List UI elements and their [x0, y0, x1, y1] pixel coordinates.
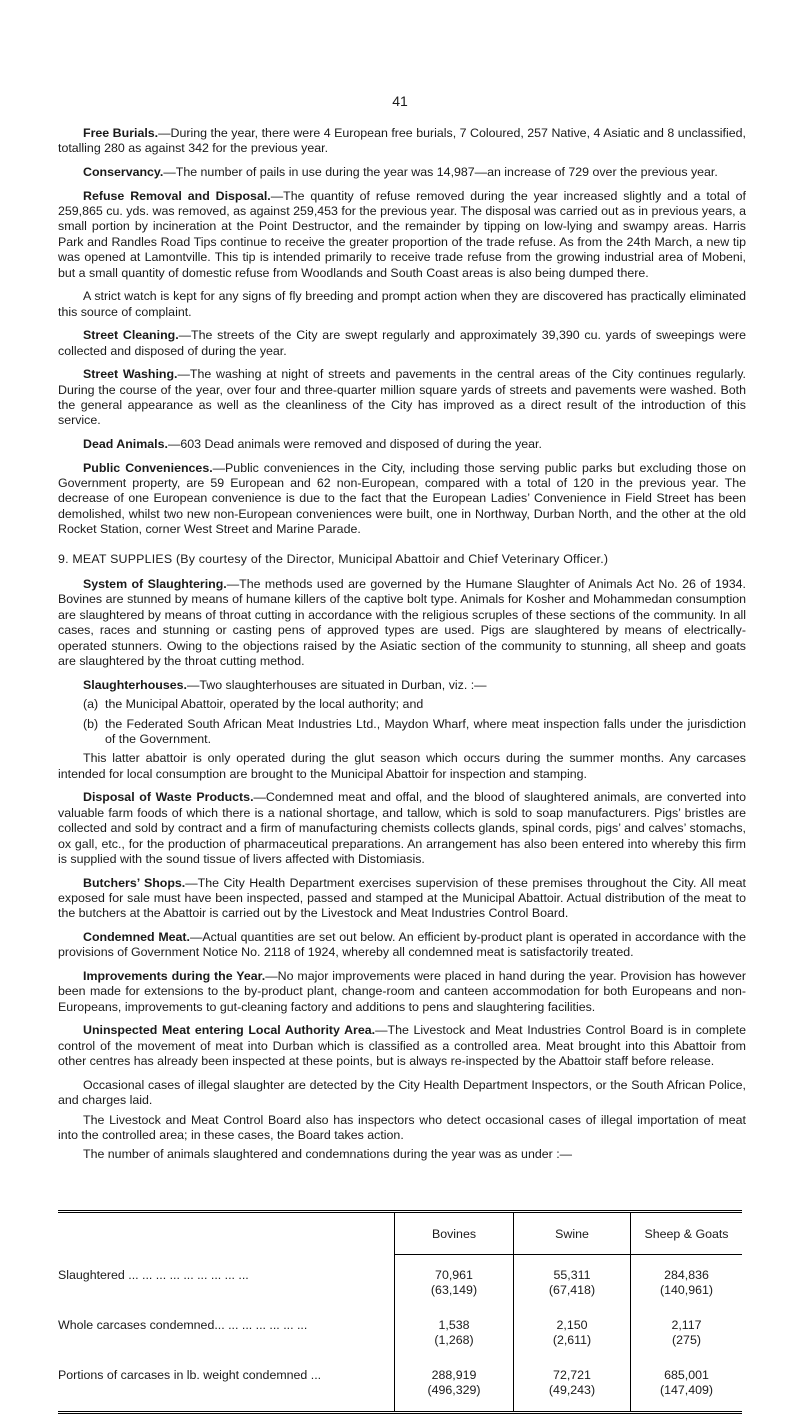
- paragraph-heading: Public Conveniences.: [83, 460, 213, 475]
- paragraph-text: —The streets of the City are swept regularly and approximately 39,390 cu. yards of sweepings were collected and disposed of during the year.: [58, 328, 746, 358]
- paragraph-public-conveniences: [58, 461, 746, 538]
- list-item: [83, 717, 746, 748]
- paragraph-slaughterhouses: [58, 678, 746, 693]
- slaughterhouse-list: [83, 697, 746, 747]
- cell-previous-value: (1,268): [434, 1333, 474, 1347]
- paragraph-text: —The City Health Department exercises supervision of these premises throughout the City. All meat exposed for sale must have been inspected, passed and stamped at the Municipal Abattoir. Actual distribution of the meat to the butchers at the Abattoir is carried out by the Livestock and Meat Industries Control Board.: [58, 875, 746, 921]
- paragraph-table-intro: The number of animals slaughtered and condemnations during the year was as under :—: [83, 1147, 573, 1162]
- slaughter-table: [58, 1210, 742, 1414]
- paragraph-heading: Butchers’ Shops.: [83, 875, 186, 890]
- cell-value: 72,721: [553, 1368, 591, 1382]
- table-cell: [631, 1355, 743, 1413]
- column-header-bovines: Bovines: [395, 1212, 514, 1255]
- column-header-sheep-goats: Sheep & Goats: [631, 1212, 743, 1255]
- paragraph-heading: Free Burials.: [83, 126, 159, 140]
- table-cell: [631, 1305, 743, 1355]
- column-header-swine: Swine: [514, 1212, 631, 1255]
- paragraph-street-washing: [58, 367, 746, 429]
- cell-previous-value: (496,329): [427, 1383, 481, 1397]
- paragraph-heading: Slaughterhouses.: [83, 677, 187, 692]
- cell-value: 1,538: [438, 1318, 470, 1332]
- row-label: Whole carcases condemned... ... ... ... ... ... ...: [58, 1318, 308, 1332]
- paragraph-heading: System of Slaughtering.: [83, 577, 227, 592]
- paragraph-improvements: [58, 969, 746, 1015]
- cell-value: 2,150: [556, 1318, 588, 1332]
- list-marker: (b): [83, 716, 99, 731]
- paragraph-refuse-removal: [58, 189, 746, 281]
- list-marker: (a): [83, 697, 99, 712]
- paragraph-text: —Public conveniences in the City, including those serving public parks but excluding those on Government property, are 59 European and 62 non-European, compared with a total of 120 in the previous year. The decrease of one European convenience is due to the fact that the European Ladies’ Convenience in Field Street has been demolished, whilst two new non-European conveniences were built, one in Northway, Durban North, and the other at the old Rocket Station, corner West Street and Marine Parade.: [58, 460, 746, 537]
- paragraph-street-cleaning: [58, 328, 746, 359]
- paragraph-uninspected-meat: [58, 1023, 746, 1069]
- paragraph-illegal-importation: The Livestock and Meat Control Board also has inspectors who detect occasional cases of illegal importation of meat into the controlled area; in these cases, the Board takes action.: [58, 1112, 746, 1142]
- paragraph-dead-animals: [58, 437, 746, 452]
- table-header-row: [58, 1212, 742, 1255]
- paragraph-text: —The Livestock and Meat Industries Control Board is in complete control of the movement of meat into Durban which is classified as a controlled area. Meat brought into this Abattoir from other centres has already been inspected at these points, but is always re-inspected by the Abattoir staff before release.: [58, 1023, 746, 1069]
- paragraph-text: —The washing at night of streets and pavements in the central areas of the City continues regularly. During the course of the year, over four and three-quarter million square yards of streets and pavements were washed. Both the general appearance as well as the cleanliness of the City has improved as a direct result of the introduction of this service.: [58, 367, 746, 428]
- paragraph-text: —Condemned meat and offal, and the blood of slaughtered animals, are converted into valuable farm foods of which there is a national shortage, and tallow, which is sold to soap manufacturers. Pigs’ bristles are collected and sold by contract and a firm of manufacturing chemists collects glands, spinal cords, pigs’ and calves’ stomachs, ox gall, etc., for the production of pharmaceutical preparations. An arrangement has also been entered into whereby this firm is supplied with the sound tissue of livers affected with Distomiasis.: [58, 790, 746, 866]
- table-cell: [514, 1255, 631, 1306]
- paragraph-text: —The quantity of refuse removed during the year increased slightly and a total of 259,865 cu. yds. was removed, as against 259,453 for the previous year. The disposal was carried out as in previous years, a small portion by incineration at the Point Destructor, and the remainder by tipping on low-lying and swampy areas. Harris Park and Randles Road Tips continue to receive the greater proportion of the trade refuse. As from the 24th March, a new tip was opened at Lamontville. This tip is intended primarily to receive trade refuse from the growing industrial area of Mobeni, but a small quantity of domestic refuse from Woodlands and South Coast areas is also being dumped there.: [58, 188, 746, 280]
- cell-value: 55,311: [553, 1268, 591, 1282]
- paragraph-butchers-shops: [58, 876, 746, 922]
- paragraph-heading: Refuse Removal and Disposal.: [83, 188, 271, 203]
- cell-value: 288,919: [431, 1368, 477, 1382]
- paragraph-heading: Dead Animals.: [83, 437, 168, 452]
- cell-value: 685,001: [664, 1368, 709, 1382]
- cell-previous-value: (275): [672, 1333, 701, 1347]
- table-row: [58, 1255, 742, 1306]
- table-cell: [514, 1355, 631, 1413]
- paragraph-illegal-slaughter: Occasional cases of illegal slaughter are detected by the City Health Department Inspectors, or the South African Police, and charges laid.: [58, 1077, 746, 1108]
- paragraph-text: —Actual quantities are set out below. An efficient by-product plant is operated in accordance with the provisions of Government Notice No. 2118 of 1924, whereby all condemned meat is satisfactorily treated.: [58, 929, 746, 960]
- paragraph-heading: Street Cleaning.: [83, 328, 179, 343]
- list-item-text: the Municipal Abattoir, operated by the local authority; and: [105, 697, 424, 712]
- page-number: 41: [392, 93, 408, 109]
- paragraph-text: —The methods used are governed by the Humane Slaughter of Animals Act No. 26 of 1934. Bovines are stunned by means of humane killers of the captive bolt type. Animals for Kosher and Mohammedan consumption are slaughtered by means of throat cutting in accordance with the religious scruples of these sections of the community. In all cases, races and stunning or casting pens of approved types are used. Pigs are slaughtered by means of electrically-operated stunners. Owing to the objections raised by the Asiatic section of the community to stunning, all sheep and goats are slaughtered by the throat cutting method.: [58, 577, 746, 669]
- paragraph-conservancy: [58, 165, 746, 180]
- table-cell: [395, 1355, 514, 1413]
- paragraph-heading: Disposal of Waste Products.: [83, 790, 254, 805]
- paragraph-heading: Condemned Meat.: [83, 929, 191, 944]
- table-cell: [395, 1305, 514, 1355]
- cell-value: 70,961: [435, 1268, 473, 1282]
- paragraph-text: —Two slaughterhouses are situated in Durban, viz. :—: [186, 677, 487, 692]
- cell-previous-value: (2,611): [552, 1333, 592, 1347]
- cell-previous-value: (49,243): [548, 1383, 596, 1397]
- paragraph-heading: Street Washing.: [83, 367, 178, 382]
- table-cell: [395, 1255, 514, 1306]
- paragraph-text: —The number of pails in use during the year was 14,987—an increase of 729 over the previous year.: [163, 165, 718, 179]
- paragraph-text: —No major improvements were placed in hand during the year. Provision has however been made for extensions to the by-product plant, change-room and canteen accommodation for both Europeans and non-Europeans, improvements to gut-cleaning factory and additions to pens and slaughtering facilities.: [58, 968, 746, 1014]
- page-body: [58, 126, 746, 1167]
- paragraph-latter-abattoir: This latter abattoir is only operated during the glut season which occurs during the summer months. Any carcases intended for local consumption are brought to the Municipal Abattoir for inspection and stamping.: [58, 751, 746, 781]
- paragraph-text: —603 Dead animals were removed and disposed of during the year.: [167, 437, 542, 452]
- table-row: [58, 1355, 742, 1413]
- paragraph-system-of-slaughtering: [58, 577, 746, 669]
- cell-value: 2,117: [671, 1318, 702, 1332]
- cell-value: 284,836: [664, 1268, 709, 1282]
- paragraph-heading: Conservancy.: [83, 165, 164, 179]
- table-cell: [631, 1255, 743, 1306]
- slaughter-table-wrapper: [58, 1210, 742, 1414]
- cell-previous-value: (147,409): [659, 1383, 714, 1397]
- table-cell: [514, 1305, 631, 1355]
- paragraph-text: —During the year, there were 4 European free burials, 7 Coloured, 257 Native, 4 Asiatic and 8 unclassified, totalling 280 as against 342 for the previous year.: [58, 126, 746, 156]
- table-header-blank: [58, 1212, 395, 1255]
- paragraph-fly-breeding: A strict watch is kept for any signs of fly breeding and prompt action when they are discovered has practically eliminated this source of complaint.: [58, 289, 746, 319]
- paragraph-free-burials: [58, 126, 746, 157]
- cell-previous-value: (140,961): [659, 1283, 714, 1297]
- list-item-text: the Federated South African Meat Industries Ltd., Maydon Wharf, where meat inspection falls under the jurisdiction of the Government.: [105, 716, 746, 746]
- paragraph-condemned-meat: [58, 930, 746, 961]
- row-label: Slaughtered ... ... ... ... ... ... ... ... ...: [58, 1267, 249, 1282]
- cell-previous-value: (63,149): [430, 1283, 478, 1297]
- paragraph-heading: Improvements during the Year.: [83, 968, 266, 983]
- paragraph-heading: Uninspected Meat entering Local Authority Area.: [83, 1023, 376, 1038]
- table-row: [58, 1305, 742, 1355]
- cell-previous-value: (67,418): [548, 1283, 596, 1297]
- paragraph-disposal-waste: [58, 790, 746, 867]
- list-item: [83, 697, 746, 712]
- row-label: Portions of carcases in lb. weight condemned ...: [58, 1368, 322, 1382]
- section-heading: 9. MEAT SUPPLIES (By courtesy of the Director, Municipal Abattoir and Chief Veterinary Officer.): [58, 551, 609, 566]
